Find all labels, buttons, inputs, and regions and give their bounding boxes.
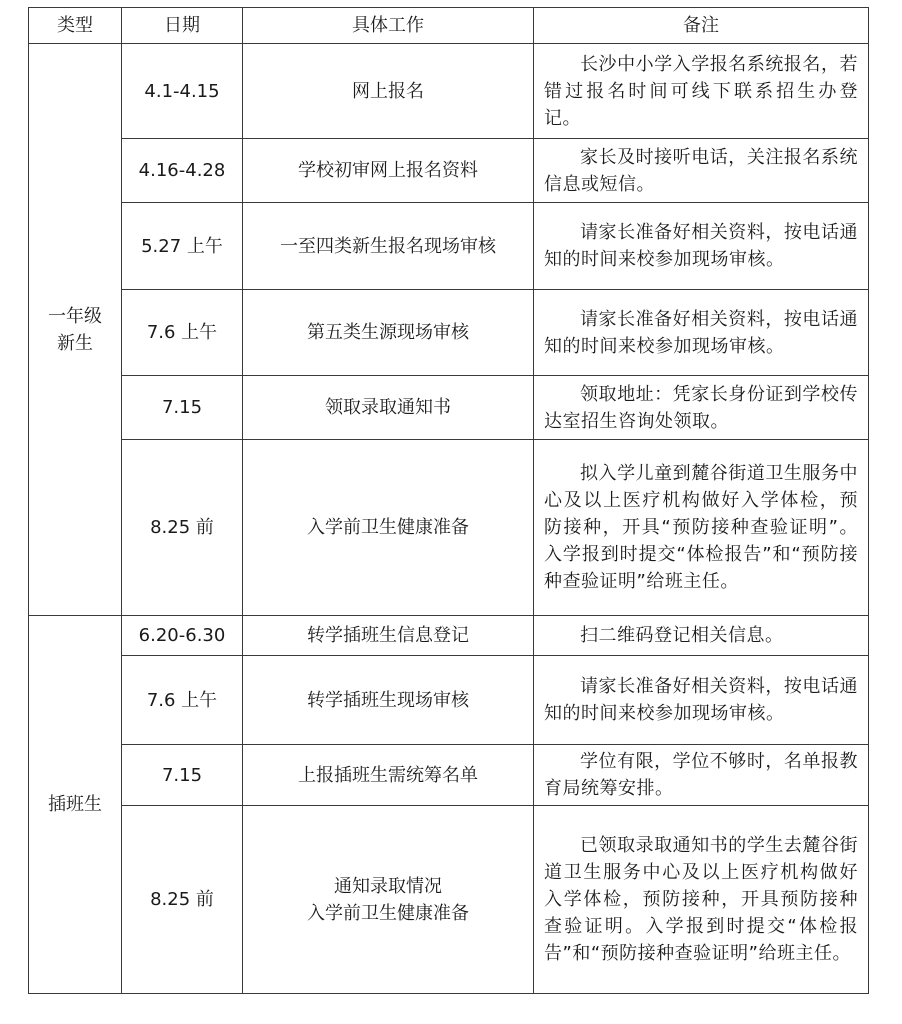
date-cell: 7.6 上午 xyxy=(122,290,243,376)
type-label-line1: 插班生 xyxy=(48,794,102,815)
date-cell: 6.20-6.30 xyxy=(122,616,243,656)
task-line2: 入学前卫生健康准备 xyxy=(307,902,469,924)
table-row xyxy=(29,203,869,290)
task-cell: 领取录取通知书 xyxy=(243,376,534,440)
table-row xyxy=(29,656,869,745)
type-label-line2: 新生 xyxy=(57,332,93,354)
task-cell: 入学前卫生健康准备 xyxy=(243,440,534,616)
header-type: 类型 xyxy=(29,8,122,44)
header-row xyxy=(29,8,869,44)
date-cell: 7.15 xyxy=(122,745,243,806)
type-cell-transfer-students xyxy=(29,616,122,994)
note-cell: 请家长准备好相关资料，按电话通知的时间来校参加现场审核。 xyxy=(534,290,869,376)
table-row xyxy=(29,290,869,376)
task-cell: 转学插班生现场审核 xyxy=(243,656,534,745)
date-cell: 7.15 xyxy=(122,376,243,440)
note-cell: 已领取录取通知书的学生去麓谷街道卫生服务中心及以上医疗机构做好入学体检，预防接种，开具预防接种查验证明。入学报到时提交“体检报告”和“预防接种查验证明”给班主任。 xyxy=(534,806,869,994)
header-date: 日期 xyxy=(122,8,243,44)
date-cell: 5.27 上午 xyxy=(122,203,243,290)
task-cell: 第五类生源现场审核 xyxy=(243,290,534,376)
note-cell: 学位有限，学位不够时，名单报教育局统筹安排。 xyxy=(534,745,869,806)
note-cell: 扫二维码登记相关信息。 xyxy=(534,616,869,656)
task-cell: 学校初审网上报名资料 xyxy=(243,139,534,203)
table-row xyxy=(29,139,869,203)
date-cell: 4.1-4.15 xyxy=(122,44,243,139)
task-cell: 网上报名 xyxy=(243,44,534,139)
note-cell: 请家长准备好相关资料，按电话通知的时间来校参加现场审核。 xyxy=(534,203,869,290)
date-cell: 8.25 前 xyxy=(122,440,243,616)
task-line1: 通知录取情况 xyxy=(334,875,442,897)
task-cell xyxy=(243,806,534,994)
table-row xyxy=(29,745,869,806)
note-cell: 长沙中小学入学报名系统报名，若错过报名时间可线下联系招生办登记。 xyxy=(534,44,869,139)
date-cell: 7.6 上午 xyxy=(122,656,243,745)
enrollment-schedule-table xyxy=(28,7,869,994)
note-cell: 请家长准备好相关资料，按电话通知的时间来校参加现场审核。 xyxy=(534,656,869,745)
table-row xyxy=(29,376,869,440)
table-row xyxy=(29,616,869,656)
task-cell: 一至四类新生报名现场审核 xyxy=(243,203,534,290)
task-cell: 转学插班生信息登记 xyxy=(243,616,534,656)
type-label-line1: 一年级 xyxy=(48,305,102,327)
note-cell: 领取地址：凭家长身份证到学校传达室招生咨询处领取。 xyxy=(534,376,869,440)
table-row xyxy=(29,806,869,994)
table-row xyxy=(29,44,869,139)
date-cell: 4.16-4.28 xyxy=(122,139,243,203)
note-cell: 拟入学儿童到麓谷街道卫生服务中心及以上医疗机构做好入学体检，预防接种，开具“预防接种查验证明”。入学报到时提交“体检报告”和“预防接种查验证明”给班主任。 xyxy=(534,440,869,616)
table-row xyxy=(29,440,869,616)
type-cell-new-students xyxy=(29,44,122,616)
note-cell: 家长及时接听电话，关注报名系统信息或短信。 xyxy=(534,139,869,203)
header-note: 备注 xyxy=(534,8,869,44)
task-cell: 上报插班生需统筹名单 xyxy=(243,745,534,806)
header-task: 具体工作 xyxy=(243,8,534,44)
date-cell: 8.25 前 xyxy=(122,806,243,994)
